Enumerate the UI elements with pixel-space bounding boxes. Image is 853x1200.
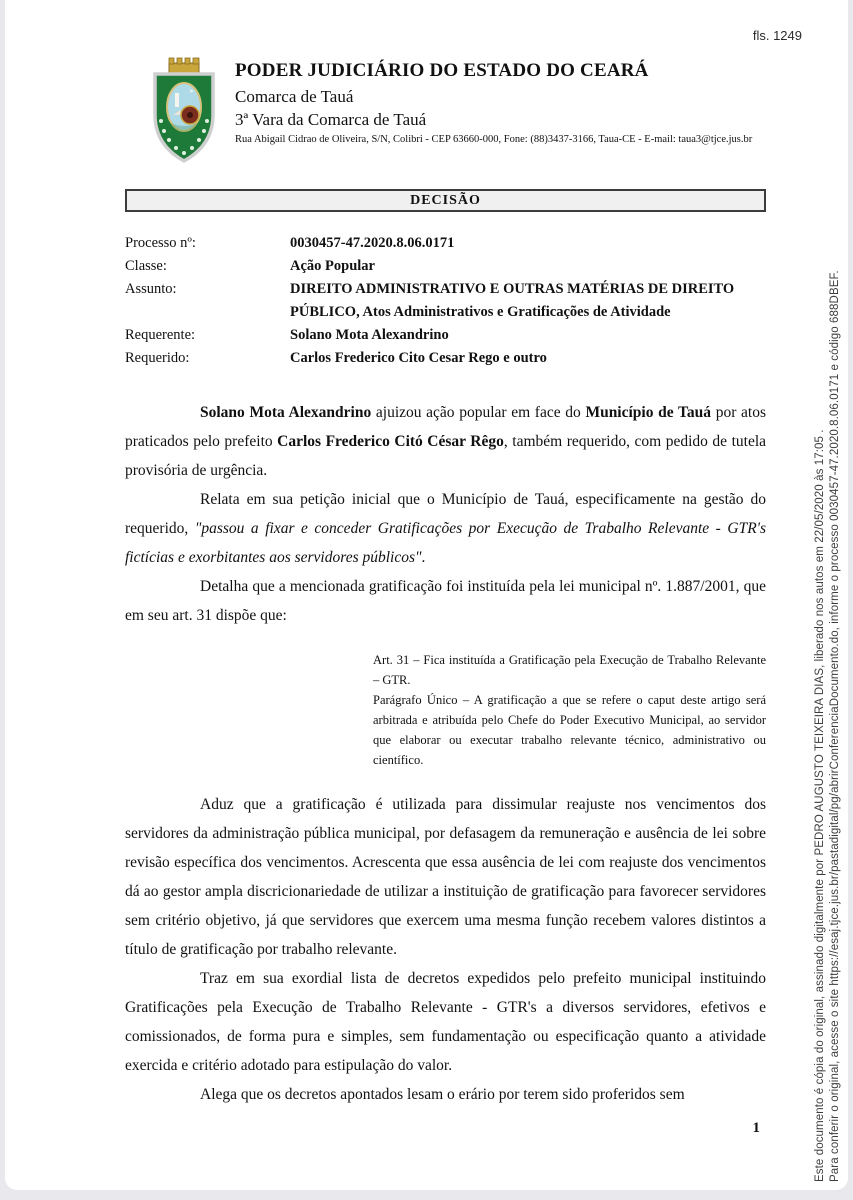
body-text-run: . bbox=[421, 549, 426, 566]
quoted-phrase: "passou a fixar e conceder Gratificações por Execução de Trabalho Relevante - GTR's fictícias e exorbitantes aos servidores públicos" bbox=[125, 520, 767, 566]
page-number: 1 bbox=[752, 1120, 760, 1136]
case-info-value: Solano Mota Alexandrino bbox=[290, 327, 449, 343]
case-info-row-assunto bbox=[125, 278, 766, 324]
case-info-label: Requerido: bbox=[125, 350, 190, 366]
paragraph-5: Aduz que a gratificação é utilizada para dissimular reajuste nos vencimentos dos servidores da administração pública municipal, por defasagem da remuneração e ausência de lei sobre revisão específica dos vencimentos. Acrescenta que essa ausência de lei com reajuste dos vencimentos dá ao gestor ampla discricionariedade de utilizar a instituição de gratificação para favorecer servidores sem critério objetivo, já que servidores que exercem uma mesma função recebem valores distintos a título de gratificação por trabalho relevante. bbox=[125, 796, 766, 958]
paragraph-6: Traz em sua exordial lista de decretos expedidos pelo prefeito municipal instituindo Gratificações pela Execução de Trabalho Relevante - GTR's a diversos servidores, efetivos e comissionados, de forma pura e simples, sem fundamentação ou especificação quanto a atividade exercida e critério adotado para estipulação do valor. bbox=[125, 970, 766, 1074]
paragraph-3: Detalha que a mencionada gratificação foi instituída pela lei municipal nº. 1.887/2001, que em seu art. 31 dispõe que: bbox=[125, 578, 766, 624]
document-header bbox=[125, 55, 766, 167]
body-text-run: Relata em sua petição inicial que o Município de Tauá, especificamente na gestão do requerido, bbox=[125, 491, 766, 537]
decision-title: DECISÃO bbox=[410, 192, 481, 208]
party-name: Carlos Frederico Citó César Rêgo bbox=[277, 433, 504, 450]
document-page bbox=[5, 0, 848, 1190]
case-info-row-requerido bbox=[125, 347, 766, 370]
signature-note-line: Este documento é cópia do original, assinado digitalmente por PEDRO AUGUSTO TEIXEIRA DIAS, liberado nos autos em 22/05/2020 às 17:05 . bbox=[814, 429, 826, 1182]
case-info-row-requerente bbox=[125, 324, 766, 347]
decision-body bbox=[125, 398, 766, 1109]
party-name: Município de Tauá bbox=[585, 404, 712, 421]
document-content bbox=[5, 55, 848, 1109]
body-text-run: ajuizou ação popular em face do bbox=[371, 404, 586, 421]
case-info-block bbox=[125, 232, 766, 370]
digital-signature-margin-note bbox=[813, 6, 845, 1182]
law-quote-paragrafo-unico: Parágrafo Único – A gratificação a que se refere o caput deste artigo será arbitrada e atribuída pelo Chefe do Poder Executivo Municipal, ao servidor que elaborar ou executar trabalho relevante técnico, administrativo ou científico. bbox=[373, 693, 766, 767]
case-info-label: Assunto: bbox=[125, 281, 177, 297]
law-quote-art31: Art. 31 – Fica instituída a Gratificação pela Execução de Trabalho Relevante – GTR. bbox=[373, 653, 766, 687]
case-info-value: Carlos Frederico Cito Cesar Rego e outro bbox=[290, 350, 547, 366]
party-name: Solano Mota Alexandrino bbox=[200, 404, 372, 421]
folio-number: fls. 1249 bbox=[752, 28, 802, 43]
comarca-name: Comarca de Tauá bbox=[235, 87, 354, 106]
case-info-label: Processo nº: bbox=[125, 235, 196, 251]
case-info-label: Classe: bbox=[125, 258, 167, 274]
verification-note-line: Para conferir o original, acesse o site https://esaj.tjce.jus.br/pastadigital/pg/abrirConferenciaDocumento.do, informe o processo 0030457-47.2020.8.06.0171 e código 688DBEF. bbox=[829, 270, 841, 1182]
ceara-coat-of-arms-icon bbox=[149, 55, 219, 167]
body-text-run: , também requerido, com pedido de tutela provisória de urgência. bbox=[125, 433, 767, 479]
case-info-row-processo bbox=[125, 232, 766, 255]
case-info-label: Requerente: bbox=[125, 327, 196, 343]
case-info-value: 0030457-47.2020.8.06.0171 bbox=[290, 235, 455, 251]
case-info-value: DIREITO ADMINISTRATIVO E OUTRAS MATÉRIAS DE DIREITO PÚBLICO, Atos Administrativos e Gratificações de Atividade bbox=[290, 281, 735, 320]
body-text-run: por atos praticados pelo prefeito bbox=[125, 404, 766, 450]
header-text bbox=[235, 55, 766, 147]
vara-name: 3ª Vara da Comarca de Tauá bbox=[235, 110, 427, 129]
court-name: PODER JUDICIÁRIO DO ESTADO DO CEARÁ bbox=[235, 60, 649, 81]
court-address: Rua Abigail Cidrao de Oliveira, S/N, Colibri - CEP 63660-000, Fone: (88)3437-3166, Taua-CE - E-mail: taua3@tjce.jus.br bbox=[235, 134, 753, 145]
paragraph-2 bbox=[125, 485, 766, 572]
decision-title-bar bbox=[125, 189, 766, 212]
paragraph-7: Alega que os decretos apontados lesam o erário por terem sido proferidos sem bbox=[200, 1086, 685, 1103]
law-quote-block bbox=[373, 650, 766, 770]
case-info-row-classe bbox=[125, 255, 766, 278]
paragraph-1 bbox=[125, 398, 766, 485]
case-info-value: Ação Popular bbox=[290, 258, 375, 274]
